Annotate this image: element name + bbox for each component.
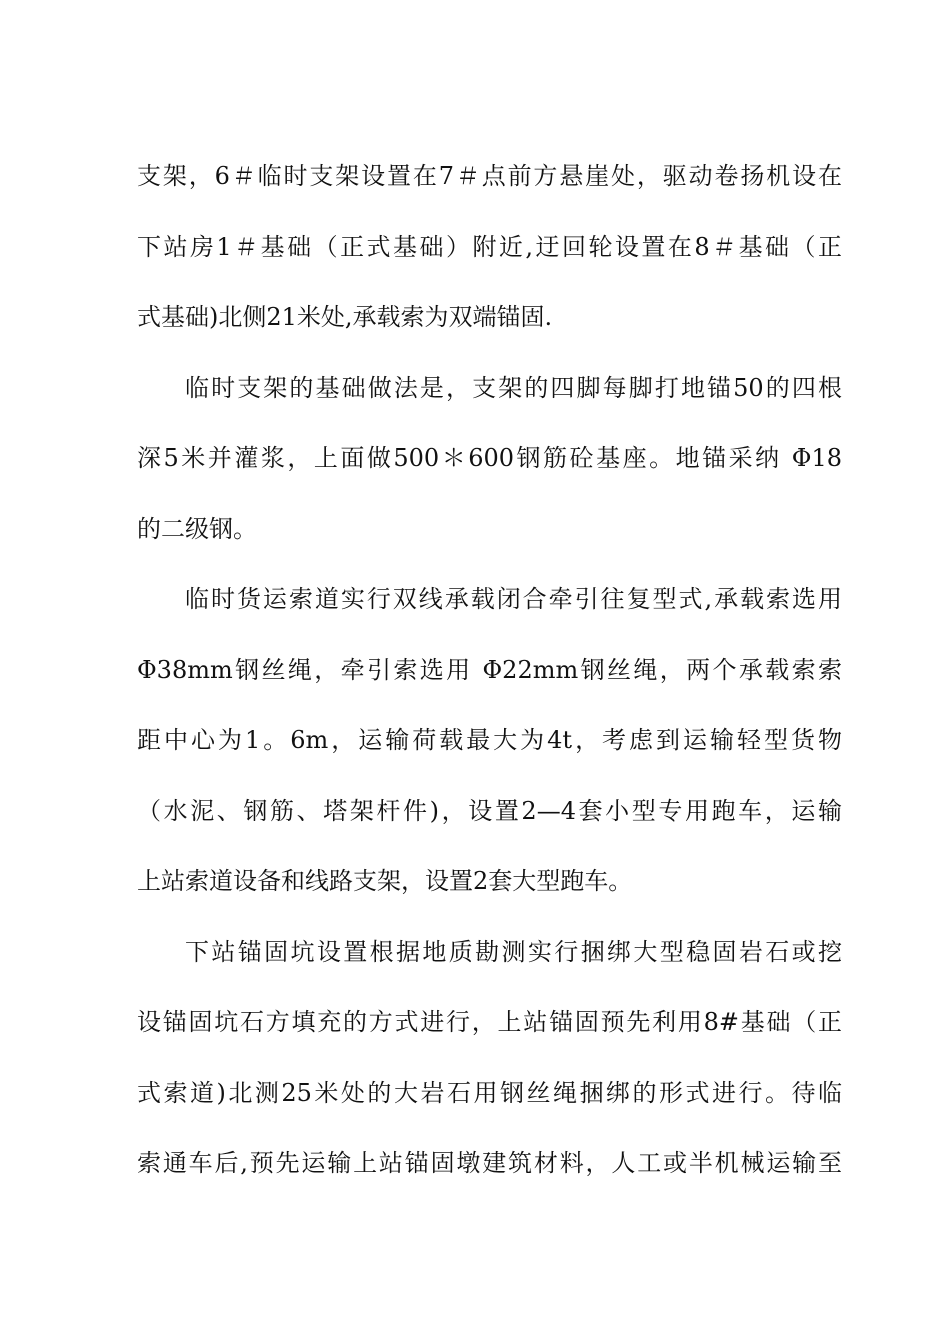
text-line: 式基础)北侧21米处,承载索为双端锚固. <box>137 303 553 331</box>
text-line: 设锚固坑石方填充的方式进行，上站锚固预先利用8#基础（正 <box>137 1008 842 1036</box>
text-line: 支架，6＃临时支架设置在7＃点前方悬崖处，驱动卷扬机设在 <box>137 162 842 190</box>
text-line: 下站锚固坑设置根据地质勘测实行捆绑大型稳固岩石或挖 <box>185 937 842 966</box>
paragraph-4 <box>137 926 842 1191</box>
text-line: 索通车后,预先运输上站锚固墩建筑材料，人工或半机械运输至 <box>137 1149 842 1177</box>
text-line: 临时支架的基础做法是，支架的四脚每脚打地锚50的四根 <box>185 373 842 402</box>
document-body <box>137 150 842 1208</box>
text-line: 式索道)北测25米处的大岩石用钢丝绳捆绑的形式进行。待临 <box>137 1078 842 1107</box>
paragraph-3 <box>137 573 842 908</box>
paragraph-2 <box>137 362 842 556</box>
text-line: 距中心为1。6m，运输荷载最大为4t，考虑到运输轻型货物 <box>137 726 842 754</box>
text-line: 深5米并灌浆，上面做500＊600钢筋砼基座。地锚采纳 Φ18 <box>137 444 842 472</box>
text-line: （水泥、钢筋、塔架杆件)，设置2—4套小型专用跑车，运输 <box>137 796 842 825</box>
text-line: 临时货运索道实行双线承载闭合牵引往复型式,承载索选用 <box>185 585 842 613</box>
text-line: Φ38mm钢丝绳，牵引索选用 Φ22mm钢丝绳，两个承载索索 <box>137 655 842 684</box>
text-line: 的二级钢。 <box>137 514 257 543</box>
text-line: 下站房1＃基础（正式基础）附近,迂回轮设置在8＃基础（正 <box>137 232 842 261</box>
text-line: 上站索道设备和线路支架，设置2套大型跑车。 <box>137 867 633 895</box>
paragraph-1 <box>137 150 842 344</box>
